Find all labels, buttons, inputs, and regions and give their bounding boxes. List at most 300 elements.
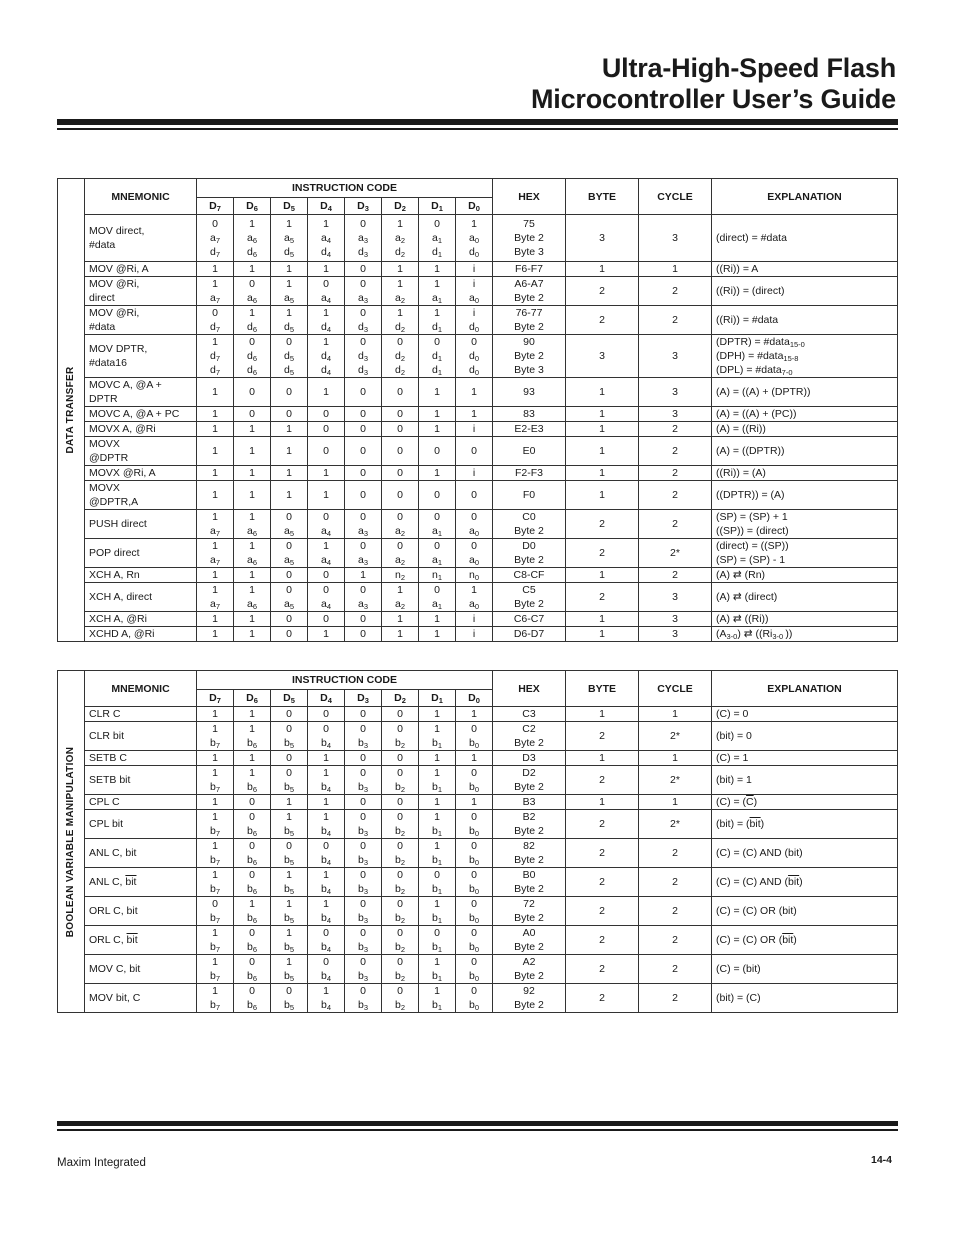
mnemonic-cell: MOVX @DPTR,A [85,481,197,510]
cycle-cell: 2 [639,839,712,868]
bit-cell-d2: 1 $a_2$ [382,277,419,306]
hex-cell: 72 Byte 2 [493,897,566,926]
table-row [58,306,898,335]
bit-cell-d7: 1 [197,422,234,437]
bit-cell-d2: 0 [382,422,419,437]
cycle-cell: 2* [639,722,712,751]
bit-cell-d1: 1 $b_1$ [419,984,456,1013]
byte-cell: 1 [566,707,639,722]
company-name: Maxim Integrated [57,1157,146,1169]
byte-cell: 1 [566,262,639,277]
bit-cell-d4: 1 $d_4$ $d_4$ [308,335,345,378]
cycle-cell: 2 [639,277,712,306]
bit-cell-d2: 0 $d_2$ $d_2$ [382,335,419,378]
explanation-cell: (A) = ((A) + (DPTR)) [712,378,898,407]
explanation-cell: ((Ri)) = #data [712,306,898,335]
bit-cell-d2: 0 [382,378,419,407]
hex-cell: F0 [493,481,566,510]
bit-cell-d3: 0 $d_3$ [345,306,382,335]
cycle-cell: 2 [639,481,712,510]
explanation-cell: (A) = ((A) + (PC)) [712,407,898,422]
bit-cell-d6: 1 [234,466,271,481]
mnemonic-cell: MOV DPTR, #data16 [85,335,197,378]
bit-cell-d6: 1 $b_6$ [234,897,271,926]
mnemonic-cell: CLR C [85,707,197,722]
bit-cell-d4: 0 [308,707,345,722]
bit-cell-d2: 0 [382,481,419,510]
bit-cell-d1: $n_1$ [419,568,456,583]
explanation-cell: (C) = (C) AND $(\overline{bit})$ [712,868,898,897]
bit-cell-d4: 0 $b_4$ [308,955,345,984]
bit-cell-d7: 1 $a_7$ [197,510,234,539]
byte-cell: 2 [566,539,639,568]
hex-cell: A6-A7 Byte 2 [493,277,566,306]
bit-cell-d6: 0 $b_6$ [234,984,271,1013]
table-row [58,583,898,612]
bit-cell-d2: 0 $b_2$ [382,839,419,868]
bit-cell-d1: 1 [419,466,456,481]
mnemonic-cell: MOV direct, #data [85,215,197,262]
mnemonic-cell: ORL C, bit [85,897,197,926]
bit-cell-d4: 0 [308,407,345,422]
hex-cell: E2-E3 [493,422,566,437]
hex-cell: 75 Byte 2 Byte 3 [493,215,566,262]
bit-cell-d3: 0 [345,707,382,722]
bit-cell-d1: 1 [419,262,456,277]
bit-cell-d3: 0 $a_3$ $d_3$ [345,215,382,262]
bit-cell-d2: 1 $a_2$ $d_2$ [382,215,419,262]
mnemonic-cell: MOV @Ri, #data [85,306,197,335]
bit-cell-d3: 0 [345,378,382,407]
hex-cell: 93 [493,378,566,407]
bit-cell-d3: 0 $b_3$ [345,810,382,839]
cycle-cell: 2 [639,466,712,481]
cycle-cell: 3 [639,407,712,422]
byte-cell: 1 [566,407,639,422]
table-row [58,277,898,306]
bit-cell-d1: 0 [419,437,456,466]
byte-cell: 1 [566,466,639,481]
hex-cell: F6-F7 [493,262,566,277]
bit-cell-d0: i [456,466,493,481]
header-hex: HEX [493,179,566,215]
bit-cell-d5: 1 $b_5$ [271,926,308,955]
header-bit-d5: $D_5$ [271,198,308,215]
explanation-cell: (bit) = 1 [712,766,898,795]
footer-rule-top [57,1121,898,1126]
title-line-1: Ultra-High-Speed Flash [601,53,896,83]
bit-cell-d6: 1 [234,262,271,277]
bit-cell-d1: 0 [419,481,456,510]
cycle-cell: 1 [639,262,712,277]
bit-cell-d0: i $a_0$ [456,277,493,306]
bit-cell-d4: 1 [308,378,345,407]
header-bit-d3: $D_3$ [345,198,382,215]
bit-cell-d2: 1 $d_2$ [382,306,419,335]
bit-cell-d7: 1 $d_7$ $d_7$ [197,335,234,378]
explanation-cell: (DPTR) = #data$_{15-0}$ (DPH) = #data$_{15-8}$ (DPL) = #data$_{7-0}$ [712,335,898,378]
bit-cell-d1: 1 $b_1$ [419,722,456,751]
section-label-text: DATA TRANSFER [65,366,76,454]
bit-cell-d3: 0 $b_3$ [345,984,382,1013]
bit-cell-d2: 1 [382,262,419,277]
bit-cell-d5: 0 [271,707,308,722]
bit-cell-d0: 0 $b_0$ [456,955,493,984]
explanation-cell: (A) = ((Ri)) [712,422,898,437]
bit-cell-d0: 1 $a_0$ $d_0$ [456,215,493,262]
bit-cell-d2: 0 [382,751,419,766]
explanation-cell: (C) = (C) OR $(\overline{bit})$ [712,926,898,955]
table-row [58,751,898,766]
bit-cell-d7: 1 [197,612,234,627]
bit-cell-d2: 1 [382,627,419,642]
hex-cell: D0 Byte 2 [493,539,566,568]
cycle-cell: 3 [639,215,712,262]
bit-cell-d0: i [456,612,493,627]
cycle-cell: 3 [639,627,712,642]
bit-cell-d6: 1 [234,437,271,466]
bit-cell-d3: 0 $b_3$ [345,897,382,926]
cycle-cell: 2 [639,568,712,583]
hex-cell: F2-F3 [493,466,566,481]
bit-cell-d1: 1 $b_1$ [419,897,456,926]
header-bit-d5: $D_5$ [271,690,308,707]
page-title [531,53,896,115]
cycle-cell: 1 [639,795,712,810]
table-row [58,437,898,466]
bit-cell-d7: 1 $b_7$ [197,955,234,984]
bit-cell-d0: 0 [456,481,493,510]
bit-cell-d2: 1 $a_2$ [382,583,419,612]
bit-cell-d4: 1 $b_4$ [308,868,345,897]
bit-cell-d0: 0 $b_0$ [456,766,493,795]
bit-cell-d4: 1 $b_4$ [308,810,345,839]
hex-cell: B3 [493,795,566,810]
table-row [58,868,898,897]
cycle-cell: 2 [639,984,712,1013]
header-bit-d4: $D_4$ [308,690,345,707]
table-row [58,422,898,437]
bit-cell-d5: 0 $a_5$ [271,539,308,568]
bit-cell-d6: 1 $a_6$ $d_6$ [234,215,271,262]
header-bit-d2: $D_2$ [382,690,419,707]
byte-cell: 2 [566,984,639,1013]
bit-cell-d7: 1 $a_7$ [197,277,234,306]
bit-cell-d5: 1 $b_5$ [271,810,308,839]
bit-cell-d2: 0 $b_2$ [382,955,419,984]
cycle-cell: 2 [639,422,712,437]
bit-cell-d6: 1 $b_6$ [234,766,271,795]
byte-cell: 2 [566,897,639,926]
footer-rule-bottom [57,1129,898,1131]
mnemonic-cell: MOVC A, @A + DPTR [85,378,197,407]
mnemonic-cell: POP direct [85,539,197,568]
data-transfer-table [57,178,898,642]
bit-cell-d6: 1 $a_6$ [234,510,271,539]
mnemonic-cell: ANL C, bit [85,839,197,868]
bit-cell-d5: 1 $b_5$ [271,868,308,897]
bit-cell-d1: 1 [419,422,456,437]
table-row [58,707,898,722]
bit-cell-d4: 0 $a_4$ [308,583,345,612]
bit-cell-d3: 0 $b_3$ [345,955,382,984]
bit-cell-d7: 1 $b_7$ [197,984,234,1013]
header-bit-d7: $D_7$ [197,198,234,215]
byte-cell: 1 [566,751,639,766]
hex-cell: C8-CF [493,568,566,583]
section-label [58,179,85,642]
hex-cell: E0 [493,437,566,466]
cycle-cell: 1 [639,751,712,766]
mnemonic-cell: MOVX A, @Ri [85,422,197,437]
bit-cell-d6: 0 $b_6$ [234,839,271,868]
bit-cell-d5: 1 $a_5$ [271,277,308,306]
header-cycle: CYCLE [639,671,712,707]
bit-cell-d2: 0 [382,437,419,466]
bit-cell-d7: 1 $a_7$ [197,539,234,568]
hex-cell: C0 Byte 2 [493,510,566,539]
bit-cell-d5: 1 [271,437,308,466]
bit-cell-d3: 0 [345,437,382,466]
table-row [58,984,898,1013]
bit-cell-d1: 1 $b_1$ [419,810,456,839]
bit-cell-d6: 0 $d_6$ $d_6$ [234,335,271,378]
explanation-cell: (bit) = (C) [712,984,898,1013]
bit-cell-d1: 1 $b_1$ [419,766,456,795]
cycle-cell: 1 [639,707,712,722]
mnemonic-cell: PUSH direct [85,510,197,539]
bit-cell-d5: 1 [271,481,308,510]
bit-cell-d5: 0 $b_5$ [271,766,308,795]
bit-cell-d3: 0 [345,262,382,277]
table-row [58,955,898,984]
mnemonic-cell: XCHD A, @Ri [85,627,197,642]
bit-cell-d0: 1 $a_0$ [456,583,493,612]
bit-cell-d3: 0 $d_3$ $d_3$ [345,335,382,378]
section-label [58,671,85,1013]
mnemonic-cell: XCH A, direct [85,583,197,612]
hex-cell: C2 Byte 2 [493,722,566,751]
bit-cell-d4: 0 [308,568,345,583]
bit-cell-d5: 0 [271,407,308,422]
bit-cell-d6: 0 $b_6$ [234,926,271,955]
explanation-cell: (C) = (bit) [712,955,898,984]
cycle-cell: 2 [639,306,712,335]
table-row [58,627,898,642]
bit-cell-d3: 0 $a_3$ [345,539,382,568]
hex-cell: D3 [493,751,566,766]
mnemonic-cell: CLR bit [85,722,197,751]
bit-cell-d7: 1 $b_7$ [197,926,234,955]
byte-cell: 2 [566,955,639,984]
bit-cell-d1: 1 [419,627,456,642]
byte-cell: 2 [566,722,639,751]
hex-cell: A0 Byte 2 [493,926,566,955]
bit-cell-d3: 0 [345,422,382,437]
bit-cell-d3: 0 $b_3$ [345,766,382,795]
table-row [58,766,898,795]
header-mnemonic: MNEMONIC [85,179,197,215]
bit-cell-d6: 1 $d_6$ [234,306,271,335]
bit-cell-d4: 1 [308,481,345,510]
bit-cell-d3: 0 [345,466,382,481]
header-explanation: EXPLANATION [712,671,898,707]
cycle-cell: 2* [639,766,712,795]
explanation-cell: $(A_{3-0})$ ⇄ (($Ri_{3-0}$ )) [712,627,898,642]
bit-cell-d1: 0 $a_1$ [419,510,456,539]
bit-cell-d3: 0 $b_3$ [345,868,382,897]
bit-cell-d0: 0 $b_0$ [456,868,493,897]
table-row [58,839,898,868]
header-bit-d1: $D_1$ [419,198,456,215]
bit-cell-d0: 0 $a_0$ [456,539,493,568]
header-bit-d6: $D_6$ [234,198,271,215]
byte-cell: 2 [566,306,639,335]
mnemonic-cell: CPL bit [85,810,197,839]
header-hex: HEX [493,671,566,707]
bit-cell-d4: 0 [308,612,345,627]
bit-cell-d5: 1 [271,422,308,437]
bit-cell-d7: 1 $b_7$ [197,868,234,897]
bit-cell-d3: 0 $b_3$ [345,722,382,751]
mnemonic-cell: CPL C [85,795,197,810]
table-row [58,335,898,378]
section-label-text: BOOLEAN VARIABLE MANIPULATION [65,746,76,937]
mnemonic-cell: MOV bit, C [85,984,197,1013]
explanation-cell: (A) = ((DPTR)) [712,437,898,466]
table-row [58,215,898,262]
explanation-cell: ((Ri)) = (A) [712,466,898,481]
bit-cell-d6: 0 $b_6$ [234,868,271,897]
bit-cell-d0: 0 $b_0$ [456,984,493,1013]
bit-cell-d4: 1 [308,262,345,277]
byte-cell: 2 [566,810,639,839]
cycle-cell: 3 [639,335,712,378]
bit-cell-d6: 0 [234,795,271,810]
bit-cell-d7: 1 [197,481,234,510]
bit-cell-d3: 0 $a_3$ [345,583,382,612]
bit-cell-d0: i [456,262,493,277]
byte-cell: 2 [566,583,639,612]
bit-cell-d5: 0 [271,751,308,766]
cycle-cell: 3 [639,612,712,627]
header-bit-d4: $D_4$ [308,198,345,215]
bit-cell-d6: 1 [234,707,271,722]
bit-cell-d5: 1 [271,262,308,277]
bit-cell-d6: 1 $a_6$ [234,583,271,612]
bit-cell-d2: 0 [382,407,419,422]
bit-cell-d7: 0 $d_7$ [197,306,234,335]
hex-cell: 83 [493,407,566,422]
cycle-cell: 2 [639,437,712,466]
title-line-2: Microcontroller User’s Guide [531,84,896,114]
bit-cell-d7: 1 [197,466,234,481]
bit-cell-d7: 1 [197,568,234,583]
byte-cell: 1 [566,378,639,407]
bit-cell-d1: 0 $b_1$ [419,868,456,897]
table-row [58,262,898,277]
bit-cell-d1: 1 [419,751,456,766]
bit-cell-d2: 0 $a_2$ [382,510,419,539]
header-instruction-code: INSTRUCTION CODE [197,671,493,690]
bit-cell-d0: 1 [456,795,493,810]
byte-cell: 1 [566,568,639,583]
bit-cell-d5: 0 $b_5$ [271,722,308,751]
bit-cell-d7: 1 [197,378,234,407]
cycle-cell: 2 [639,926,712,955]
hex-cell: C6-C7 [493,612,566,627]
bit-cell-d6: 0 $b_6$ [234,955,271,984]
hex-cell: B2 Byte 2 [493,810,566,839]
hex-cell: 92 Byte 2 [493,984,566,1013]
explanation-cell: (A) ⇄ ((Ri)) [712,612,898,627]
bit-cell-d7: 1 $b_7$ [197,839,234,868]
table-row [58,539,898,568]
bit-cell-d7: 1 [197,795,234,810]
bit-cell-d4: 1 $a_4$ $d_4$ [308,215,345,262]
bit-cell-d0: 0 $b_0$ [456,926,493,955]
table-row [58,481,898,510]
bit-cell-d6: 0 $b_6$ [234,810,271,839]
bit-cell-d6: 0 [234,407,271,422]
bit-cell-d7: 1 [197,262,234,277]
bit-cell-d1: 1 [419,795,456,810]
bit-cell-d0: 0 [456,437,493,466]
mnemonic-cell: MOV C, bit [85,955,197,984]
bit-cell-d1: 1 $d_1$ [419,306,456,335]
bit-cell-d2: 0 $b_2$ [382,897,419,926]
mnemonic-cell: SETB C [85,751,197,766]
explanation-cell: (C) = 0 [712,707,898,722]
bit-cell-d3: 1 [345,568,382,583]
bit-cell-d3: 0 $b_3$ [345,839,382,868]
bit-cell-d2: 0 $b_2$ [382,868,419,897]
cycle-cell: 3 [639,583,712,612]
bit-cell-d5: 0 [271,612,308,627]
mnemonic-cell: ANL C, $\overline{bit}$ [85,868,197,897]
header-bit-d2: $D_2$ [382,198,419,215]
byte-cell: 1 [566,422,639,437]
bit-cell-d5: 1 [271,466,308,481]
hex-cell: 76-77 Byte 2 [493,306,566,335]
bit-cell-d0: 1 [456,407,493,422]
bit-cell-d2: 0 [382,795,419,810]
bit-cell-d5: 0 $a_5$ [271,510,308,539]
page-number: 14-4 [870,1154,892,1166]
explanation-cell: ((Ri)) = (direct) [712,277,898,306]
cycle-cell: 3 [639,378,712,407]
byte-cell: 2 [566,277,639,306]
bit-cell-d3: 0 [345,481,382,510]
hex-cell: B0 Byte 2 [493,868,566,897]
header-byte: BYTE [566,179,639,215]
bit-cell-d7: 1 $a_7$ [197,583,234,612]
bit-cell-d0: 0 $b_0$ [456,839,493,868]
explanation-cell: $(C) = (\overline{C})$ [712,795,898,810]
header-rule-bottom [57,128,898,130]
bit-cell-d1: 0 $a_1$ [419,539,456,568]
bit-cell-d2: 0 [382,707,419,722]
bit-cell-d5: 1 $d_5$ [271,306,308,335]
table-row [58,568,898,583]
header-bit-d6: $D_6$ [234,690,271,707]
cycle-cell: 2* [639,539,712,568]
bit-cell-d0: 0 $d_0$ $d_0$ [456,335,493,378]
byte-cell: 2 [566,510,639,539]
explanation-cell: (direct) = ((SP)) (SP) = (SP) - 1 [712,539,898,568]
explanation-cell: (A) ⇄ (direct) [712,583,898,612]
bit-cell-d1: 1 [419,612,456,627]
